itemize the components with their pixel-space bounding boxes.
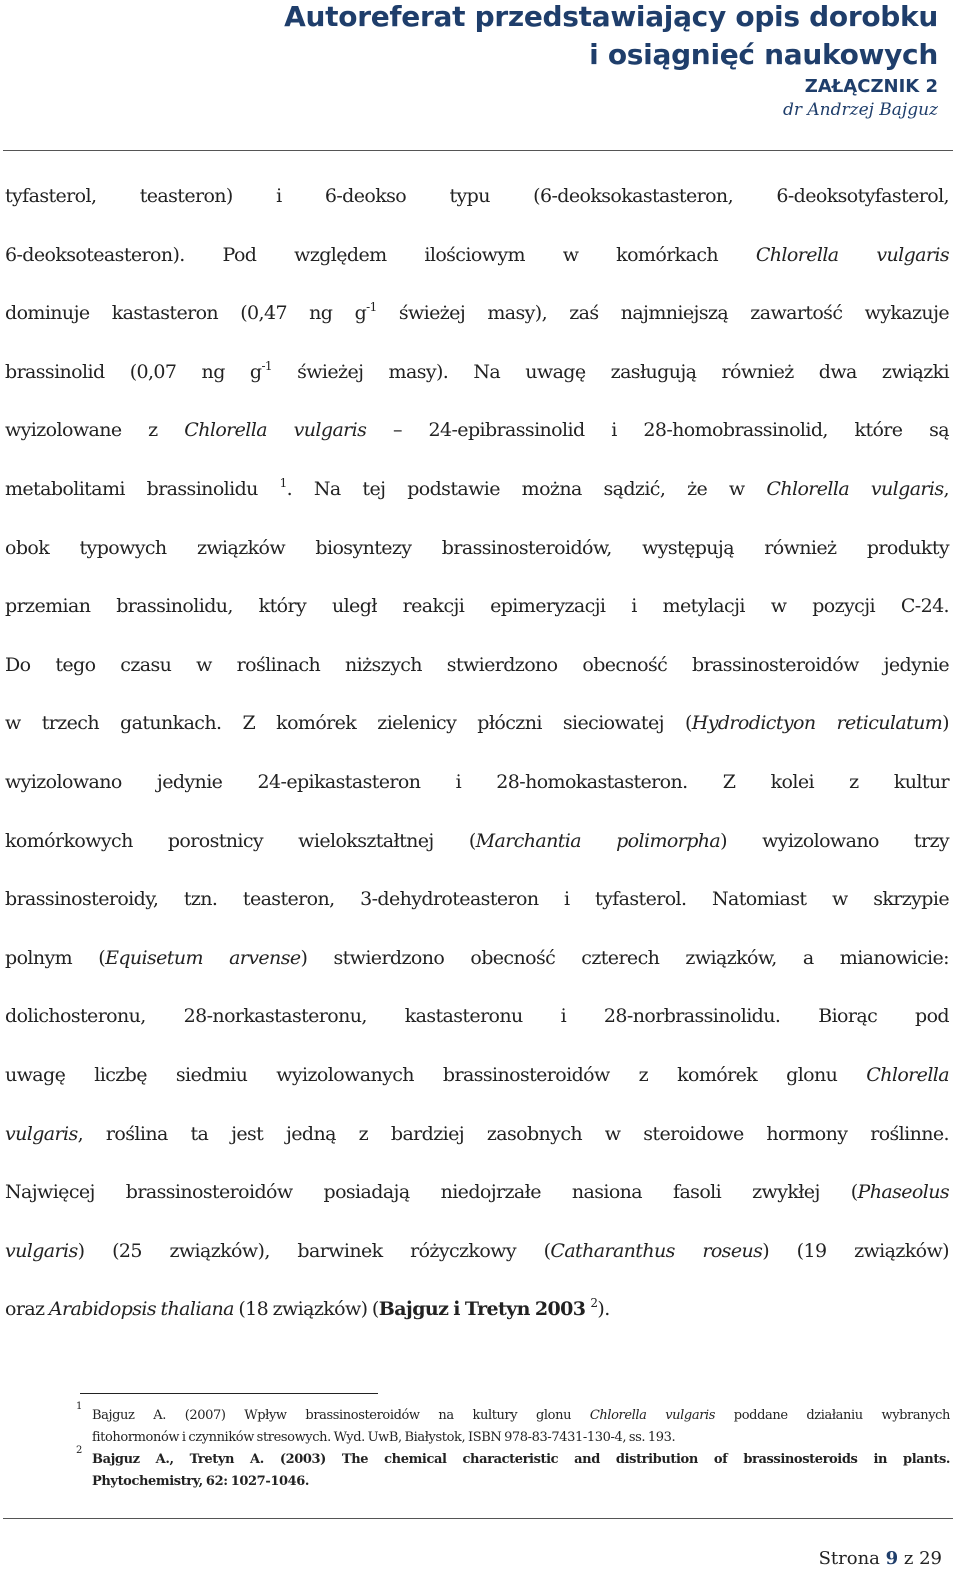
species-name: Arabidopsis thaliana <box>48 1298 234 1321</box>
footnotes <box>72 1401 950 1493</box>
text-line: brassinosteroidy, tzn. teasteron, 3-dehydroteasteron i tyfasterol. Natomiast w skrzypie <box>5 888 949 911</box>
footnote-number: 2 <box>76 1445 83 1456</box>
text-line: brassinolid (0,07 ng $g^{-1}$ świeżej masy). Na uwagę zasługują również dwa związki <box>5 358 949 383</box>
text-line: vulgaris, roślina ta jest jedną z bardziej zasobnych w steroidowe hormony roślinne. <box>5 1122 949 1145</box>
citation: Bajguz i Tretyn 2003 <box>378 1298 591 1321</box>
species-name: Hydrodictyon reticulatum <box>691 712 943 735</box>
species-name: Chlorella vulgaris <box>755 243 949 266</box>
author-name: dr Andrzej Bajguz <box>782 100 938 120</box>
footnote-1: 1 Bajguz A. (2007) Wpływ brassinosteroidów na kultury glonu Chlorella vulgaris poddane działaniu wybranych fitohormonów i czynników stresowych. Wyd. UwB, Białystok, ISBN 978-83-7431-130-4, ss. 193. <box>76 1401 950 1445</box>
species-name: Chlorella vulgaris <box>184 419 367 442</box>
footnote-number: 1 <box>76 1401 83 1412</box>
footnote-separator <box>80 1393 378 1394</box>
footer-divider <box>3 1518 953 1519</box>
header-divider <box>3 150 953 151</box>
text-line: polnym (Equisetum arvense) stwierdzono obecność czterech związków, a mianowicie: <box>5 946 949 969</box>
text-line: wyizolowane z Chlorella vulgaris – 24-epibrassinolid i 28-homobrassinolid, które są <box>5 419 949 442</box>
text-line: tyfasterol, teasteron) i 6-deokso typu (6-deoksokastasteron, 6-deoksotyfasterol, <box>5 185 949 207</box>
text-line: dolichosteronu, 28-norkastasteronu, kastasteronu i 28-norbrassinolidu. Biorąc pod <box>5 1005 949 1028</box>
document-title-line-1: Autoreferat przedstawiający opis dorobku <box>284 0 938 33</box>
species-name: Chlorella <box>866 1063 949 1086</box>
text-line: vulgaris) (25 związków), barwinek różyczkowy (Catharanthus roseus) (19 związków) <box>5 1239 949 1262</box>
footnote-ref: 2 <box>590 1296 598 1311</box>
species-name: vulgaris <box>5 1122 78 1145</box>
text-line: uwagę liczbę siedmiu wyizolowanych brassinosteroidów z komórek glonu Chlorella <box>5 1063 949 1086</box>
page-header <box>38 0 938 122</box>
species-name: vulgaris <box>5 1239 78 1262</box>
species-name: Phaseolus <box>857 1181 949 1204</box>
text-line: metabolitami brassinolidu $^1$. Na tej podstawie można sądzić, że w Chlorella vulgaris, <box>5 475 949 500</box>
species-name: Catharanthus roseus <box>550 1239 763 1262</box>
species-name: Equisetum arvense <box>105 946 301 969</box>
species-name: Chlorella vulgaris <box>766 477 944 500</box>
text-line: przemian brassinolidu, który uległ reakcji epimeryzacji i metylacji w pozycji C-24. <box>5 595 949 618</box>
body-text <box>5 167 949 1339</box>
text-line: 6-deoksoteasteron). Pod względem ilościowym w komórkach Chlorella vulgaris <box>5 243 949 266</box>
page-number: Strona 9 z 29 <box>818 1548 942 1569</box>
annex-label: ZAŁĄCZNIK 2 <box>804 76 938 97</box>
text-line: Najwięcej brassinosteroidów posiadają niedojrzałe nasiona fasoli zwykłej (Phaseolus <box>5 1181 949 1204</box>
species-name: Marchantia polimorpha <box>475 829 721 852</box>
text-line: dominuje kastasteron (0,47 ng $g^{-1}$ świeżej masy), zaś najmniejszą zawartość wykazuje <box>5 300 949 325</box>
text-line: Do tego czasu w roślinach niższych stwierdzono obecność brassinosteroidów jedynie <box>5 653 949 676</box>
text-line: w trzech gatunkach. Z komórek zielenicy płóczni sieciowatej (Hydrodictyon reticulatum) <box>5 712 949 735</box>
document-title-line-2: i osiągnięć naukowych <box>589 38 938 71</box>
text-line: obok typowych związków biosyntezy brassinosteroidów, występują również produkty <box>5 536 949 559</box>
footnote-2: 2 Bajguz A., Tretyn A. (2003) The chemical characteristic and distribution of brassinosteroids in plants. Phytochemistry, 62: 1027-1046. <box>76 1445 950 1489</box>
text-line: oraz Arabidopsis thaliana (18 związków) (Bajguz i Tretyn 2003 $^2$). <box>5 1296 610 1321</box>
text-line: komórkowych porostnicy wielokształtnej (Marchantia polimorpha) wyizolowano trzy <box>5 829 949 852</box>
text-line: wyizolowano jedynie 24-epikastasteron i 28-homokastasteron. Z kolei z kultur <box>5 770 949 793</box>
footnote-ref: 1 <box>279 475 287 490</box>
